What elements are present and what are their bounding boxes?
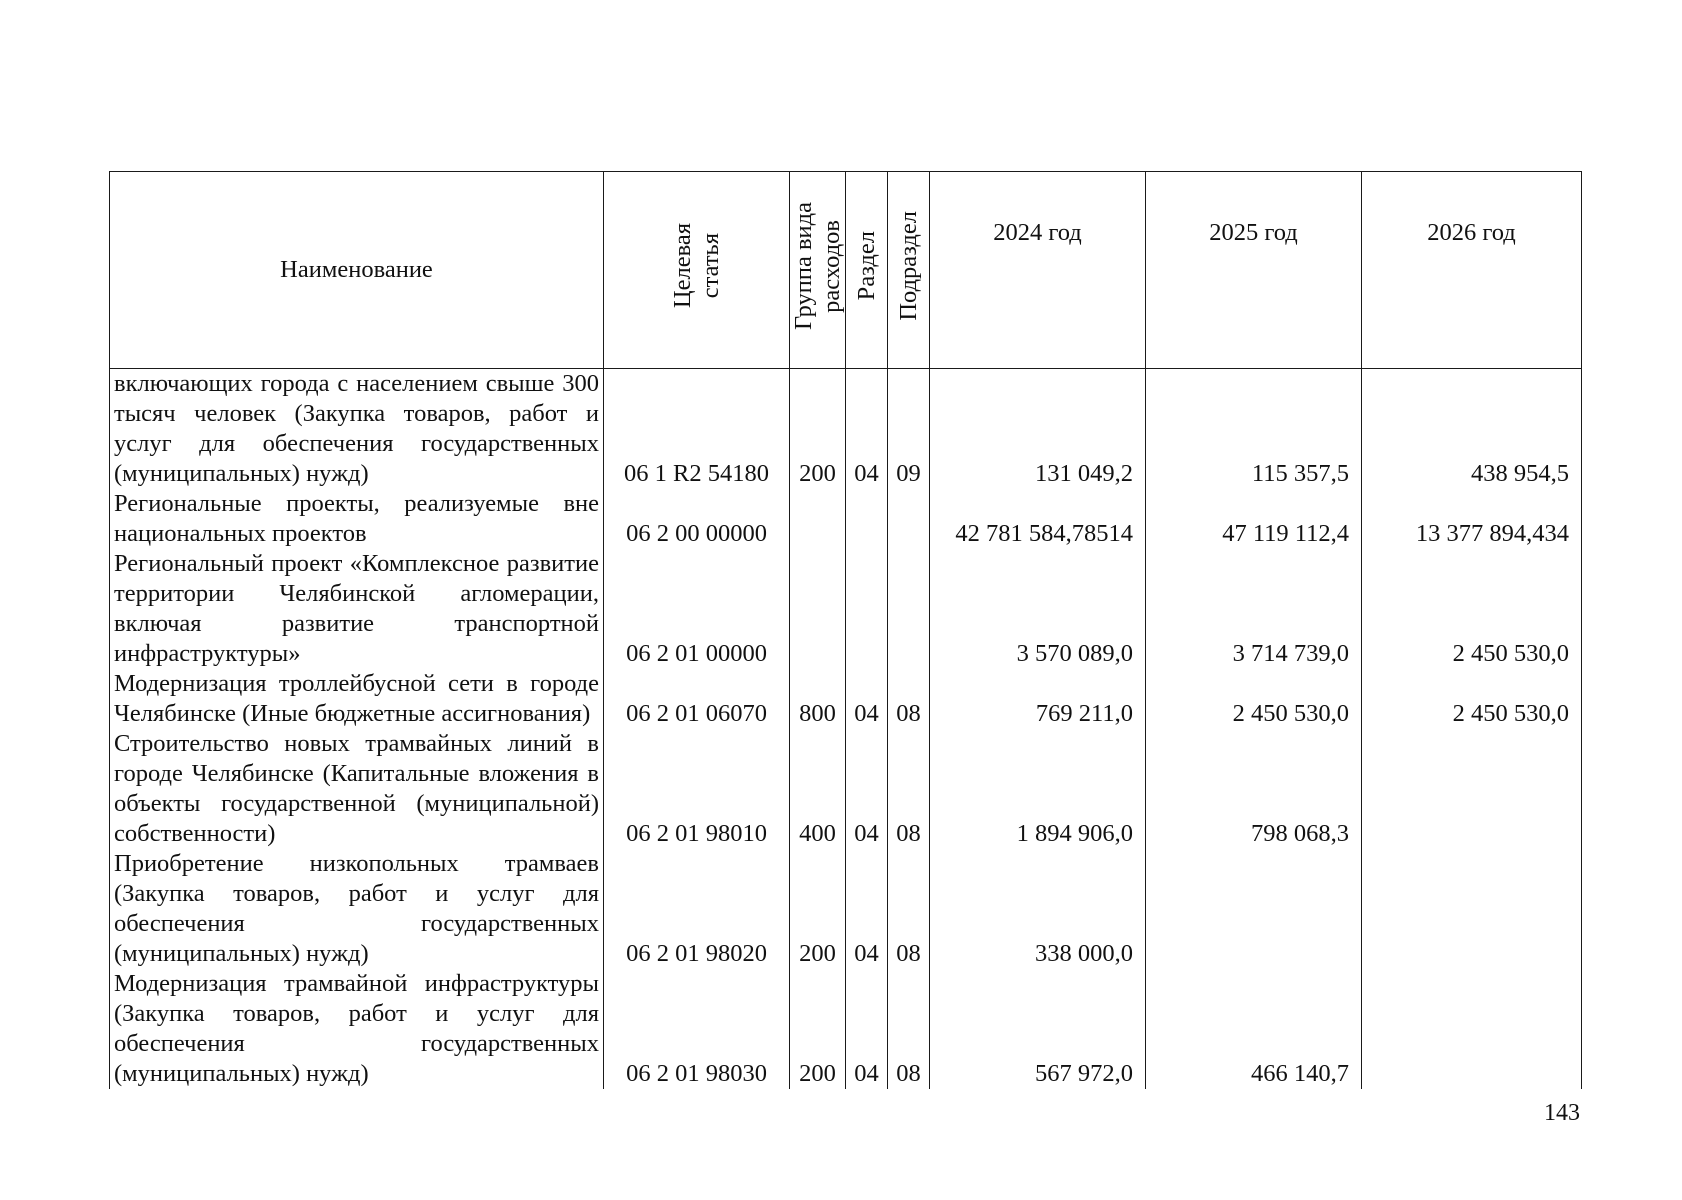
row-section: 04	[846, 369, 888, 490]
row-expense-group	[790, 489, 846, 549]
row-name: Модернизация троллейбусной сети в городе Челябинске (Иные бюджетные ассигнования)	[110, 669, 604, 729]
table-row	[110, 729, 1582, 849]
row-amount-2026: 438 954,5	[1362, 369, 1582, 490]
row-expense-group: 200	[790, 849, 846, 969]
row-section: 04	[846, 969, 888, 1089]
row-expense-group	[790, 549, 846, 669]
page-number: 143	[1544, 1100, 1580, 1126]
header-year-2025	[1146, 172, 1362, 369]
row-expense-group: 800	[790, 669, 846, 729]
row-target-article: 06 2 01 98030	[604, 969, 790, 1089]
row-amount-2024: 42 781 584,78514	[930, 489, 1146, 549]
row-target-article: 06 2 01 00000	[604, 549, 790, 669]
row-section: 04	[846, 669, 888, 729]
row-amount-2026	[1362, 849, 1582, 969]
row-target-article: 06 1 R2 54180	[604, 369, 790, 490]
table-row	[110, 369, 1582, 490]
header-subsection-label: Подраздел	[894, 211, 922, 321]
row-target-article: 06 2 01 06070	[604, 669, 790, 729]
row-section: 04	[846, 729, 888, 849]
row-expense-group: 200	[790, 369, 846, 490]
row-section: 04	[846, 849, 888, 969]
row-amount-2025: 466 140,7	[1146, 969, 1362, 1089]
row-name: включающих города с населением свыше 300 тысяч человек (Закупка товаров, работ и услуг для обеспечения государственных (муниципальных) нужд)	[110, 369, 604, 490]
row-amount-2025: 47 119 112,4	[1146, 489, 1362, 549]
row-subsection	[888, 549, 930, 669]
row-amount-2025: 115 357,5	[1146, 369, 1362, 490]
budget-table	[109, 171, 1582, 1089]
header-year-2025-label: 2025 год	[1209, 219, 1298, 246]
header-row	[110, 172, 1582, 369]
table-row	[110, 849, 1582, 969]
row-expense-group: 400	[790, 729, 846, 849]
header-expense-group-line1: Группа вида	[790, 201, 817, 331]
header-name-label: Наименование	[280, 256, 433, 283]
row-amount-2024: 1 894 906,0	[930, 729, 1146, 849]
header-name	[110, 172, 604, 369]
header-expense-group	[790, 172, 846, 369]
table-row	[110, 549, 1582, 669]
header-year-2026-label: 2026 год	[1427, 219, 1516, 246]
row-amount-2026: 13 377 894,434	[1362, 489, 1582, 549]
row-name: Региональный проект «Комплексное развитие территории Челябинской агломерации, включая развитие транспортной инфраструктуры»	[110, 549, 604, 669]
header-year-2024	[930, 172, 1146, 369]
row-amount-2025: 2 450 530,0	[1146, 669, 1362, 729]
table-row	[110, 669, 1582, 729]
row-amount-2025: 798 068,3	[1146, 729, 1362, 849]
row-subsection: 08	[888, 669, 930, 729]
row-name: Приобретение низкопольных трамваев (Закупка товаров, работ и услуг для обеспечения государственных (муниципальных) нужд)	[110, 849, 604, 969]
header-target-article-line1: Целевая	[668, 223, 696, 309]
row-amount-2024: 131 049,2	[930, 369, 1146, 490]
header-year-2026	[1362, 172, 1582, 369]
row-amount-2025	[1146, 849, 1362, 969]
row-target-article: 06 2 01 98020	[604, 849, 790, 969]
row-amount-2026	[1362, 969, 1582, 1089]
header-expense-group-line2: расходов	[818, 219, 845, 313]
row-amount-2024: 3 570 089,0	[930, 549, 1146, 669]
row-target-article: 06 2 00 00000	[604, 489, 790, 549]
header-target-article-line2: статья	[696, 233, 724, 299]
row-amount-2026	[1362, 729, 1582, 849]
row-amount-2024: 338 000,0	[930, 849, 1146, 969]
header-section-label: Раздел	[852, 231, 880, 301]
row-amount-2024: 769 211,0	[930, 669, 1146, 729]
row-name: Строительство новых трамвайных линий в городе Челябинске (Капитальные вложения в объекты государственной (муниципальной) собственности)	[110, 729, 604, 849]
header-target-article	[604, 172, 790, 369]
row-section	[846, 489, 888, 549]
row-expense-group: 200	[790, 969, 846, 1089]
table-body	[110, 369, 1582, 1090]
row-subsection: 08	[888, 729, 930, 849]
row-subsection: 09	[888, 369, 930, 490]
header-section	[846, 172, 888, 369]
header-year-2024-label: 2024 год	[993, 219, 1082, 246]
row-amount-2025: 3 714 739,0	[1146, 549, 1362, 669]
row-amount-2026: 2 450 530,0	[1362, 549, 1582, 669]
row-name: Региональные проекты, реализуемые вне национальных проектов	[110, 489, 604, 549]
row-target-article: 06 2 01 98010	[604, 729, 790, 849]
row-subsection	[888, 489, 930, 549]
row-amount-2024: 567 972,0	[930, 969, 1146, 1089]
table-row	[110, 489, 1582, 549]
table-header	[110, 172, 1582, 369]
header-subsection	[888, 172, 930, 369]
row-subsection: 08	[888, 969, 930, 1089]
table-row	[110, 969, 1582, 1089]
row-name: Модернизация трамвайной инфраструктуры (Закупка товаров, работ и услуг для обеспечения государственных (муниципальных) нужд)	[110, 969, 604, 1089]
row-subsection: 08	[888, 849, 930, 969]
row-amount-2026: 2 450 530,0	[1362, 669, 1582, 729]
row-section	[846, 549, 888, 669]
